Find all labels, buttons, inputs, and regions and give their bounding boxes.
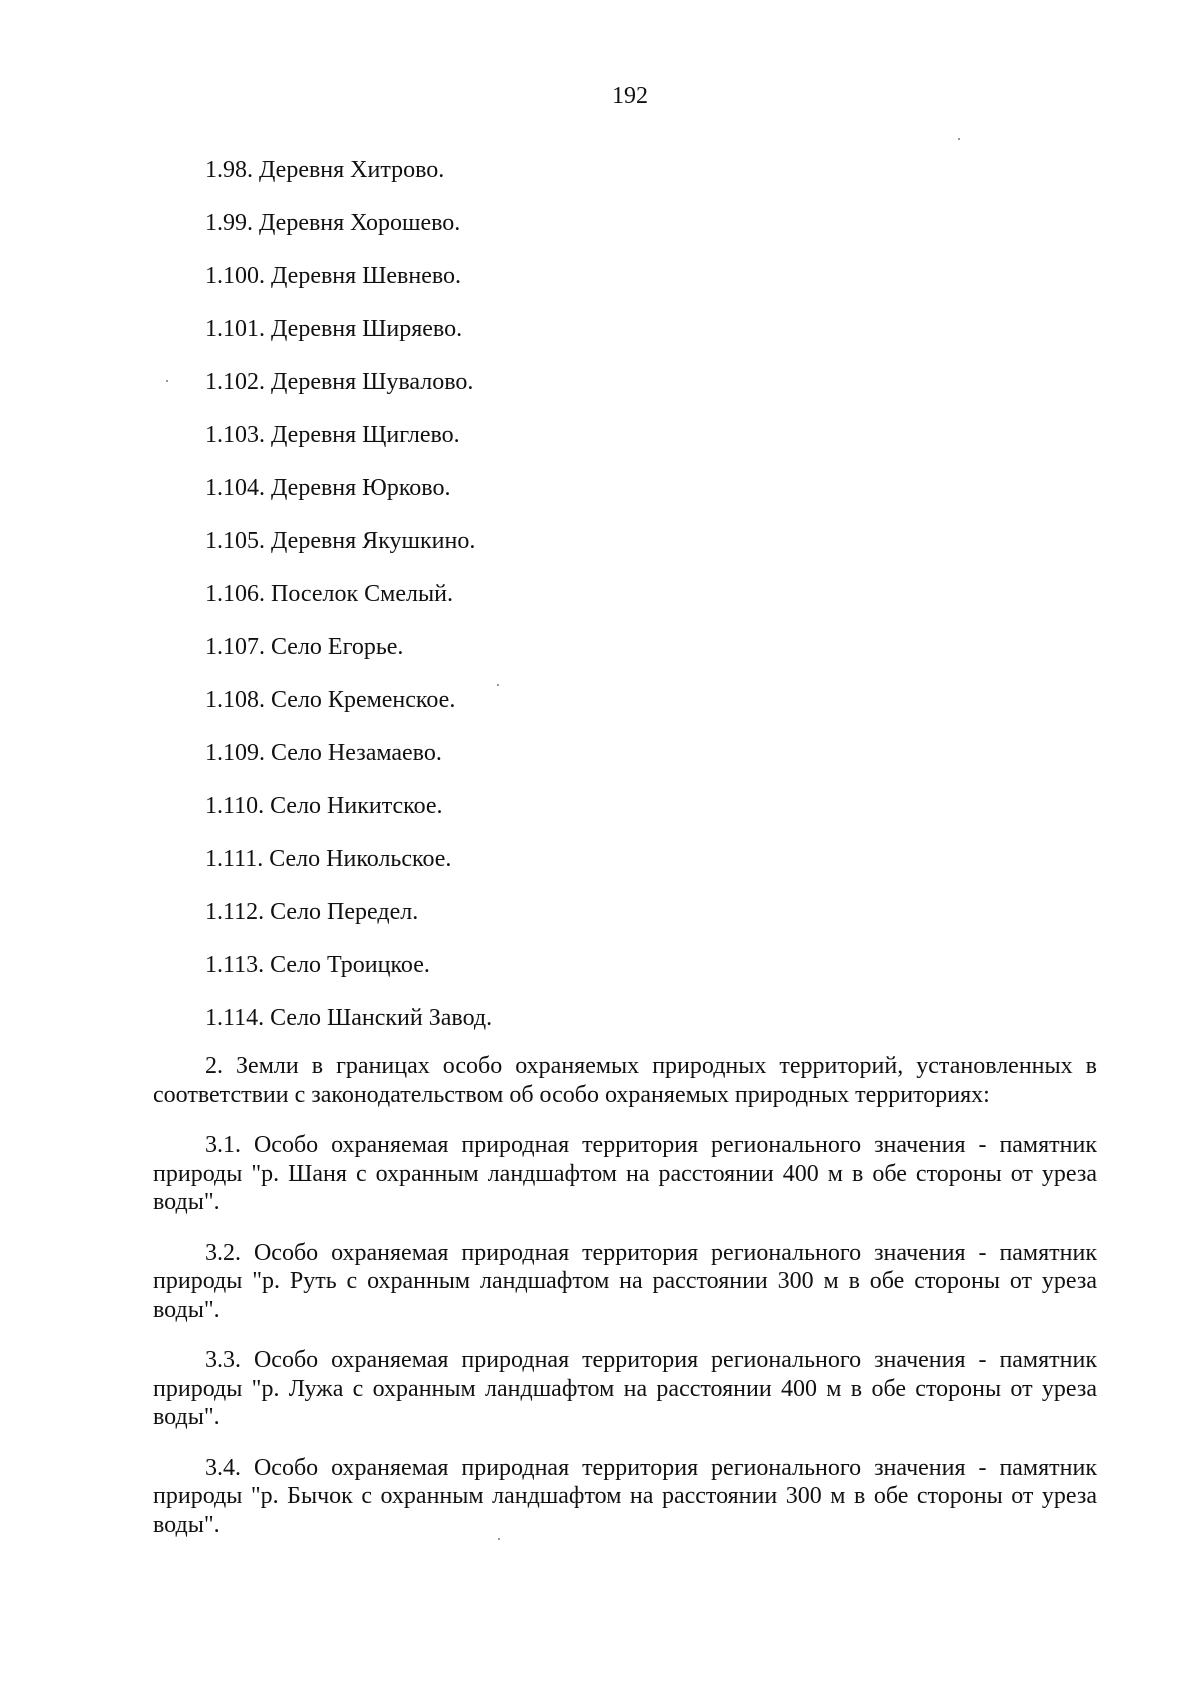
scan-speck <box>498 1538 500 1540</box>
body-text <box>153 1052 1097 1561</box>
list-item: 1.99. Деревня Хорошево. <box>205 210 461 236</box>
scan-speck <box>497 684 499 686</box>
list-item: 1.111. Село Никольское. <box>205 846 452 872</box>
page-number: 192 <box>612 83 648 109</box>
list-item: 1.112. Село Передел. <box>205 899 419 925</box>
list-item: 1.100. Деревня Шевнево. <box>205 263 462 289</box>
list-item: 1.103. Деревня Щиглево. <box>205 422 460 448</box>
paragraph-item-3-1: 3.1. Особо охраняемая природная территория регионального значения - памятник природы "р. Шаня с охранным ландшафтом на расстоянии 400 м в обе стороны от уреза воды". <box>153 1132 1097 1215</box>
list-item: 1.106. Поселок Смелый. <box>205 581 453 607</box>
list-item: 1.108. Село Кременское. <box>205 687 456 713</box>
list-item: 1.110. Село Никитское. <box>205 793 443 819</box>
paragraph-item-3-4: 3.4. Особо охраняемая природная территория регионального значения - памятник природы "р. Бычок с охранным ландшафтом на расстоянии 300 м в обе стороны от уреза воды". <box>153 1454 1097 1538</box>
list-item: 1.104. Деревня Юрково. <box>205 475 451 501</box>
list-item: 1.102. Деревня Шувалово. <box>205 369 474 395</box>
scan-speck <box>166 380 168 382</box>
paragraph-item-3-2: 3.2. Особо охраняемая природная территория регионального значения - памятник природы "р. Руть с охранным ландшафтом на расстоянии 300 м в обе стороны от уреза воды". <box>153 1239 1097 1323</box>
paragraph-protected-lands: 2. Земли в границах особо охраняемых природных территорий, установленных в соответствии с законодательством об особо охраняемых природных территориях: <box>153 1053 1097 1108</box>
list-item: 1.105. Деревня Якушкино. <box>205 528 476 554</box>
paragraph-item-3-3: 3.3. Особо охраняемая природная территория регионального значения - памятник природы "р. Лужа с охранным ландшафтом на расстоянии 400 м в обе стороны от уреза воды". <box>153 1347 1097 1430</box>
settlement-list <box>205 156 492 1057</box>
list-item: 1.101. Деревня Ширяево. <box>205 316 463 342</box>
list-item: 1.98. Деревня Хитрово. <box>205 157 445 183</box>
list-item: 1.114. Село Шанский Завод. <box>205 1005 493 1031</box>
list-item: 1.107. Село Егорье. <box>205 634 404 660</box>
scan-speck <box>958 138 960 140</box>
list-item: 1.113. Село Троицкое. <box>205 952 430 978</box>
list-item: 1.109. Село Незамаево. <box>205 740 442 766</box>
